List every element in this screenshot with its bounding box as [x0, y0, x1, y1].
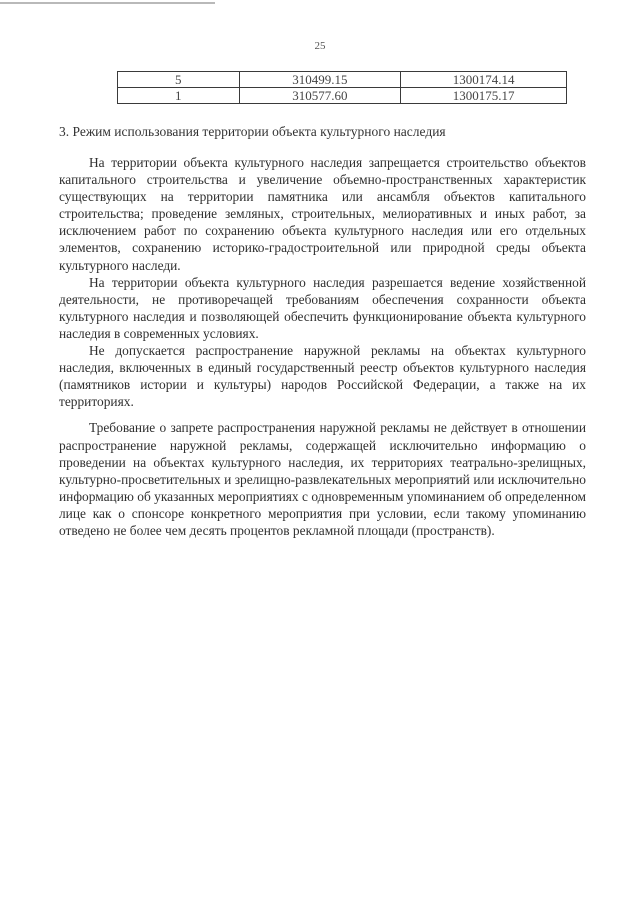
paragraph: Не допускается распространение наружной рекламы на объектах культурного наследия, включенных в единый государственный реестр объектов культурного наследия (памятников истории и культуры) народов Российской Федерации, а также на их территориях. [59, 343, 586, 410]
paragraph: Требование о запрете распространения наружной рекламы не действует в отношении распространение наружной рекламы, содержащей исключительно информацию о проведении на объектах культурного наследия, их территориях театрально-зрелищных, культурно-просветительных и зрелищно-развлекательных мероприятий или исключительно информацию об указанных мероприятиях с одновременным упоминанием об определенном лице как о спонсоре конкретного мероприятия при условии, если такому упоминанию отведено не более чем десять процентов рекламной площади (пространств). [59, 420, 586, 538]
scan-edge-line [0, 2, 215, 4]
table-cell-x: 310499.15 [239, 72, 401, 88]
section-body [59, 154, 586, 539]
table-row [118, 72, 567, 88]
table-row [118, 88, 567, 104]
page-number: 25 [314, 40, 326, 52]
paragraph: На территории объекта культурного наследия разрешается ведение хозяйственной деятельности, не противоречащей требованиям обеспечения сохранности объекта культурного наследия и позволяющей обеспечить функционирование объекта культурного наследия в современных условиях. [59, 274, 586, 341]
table-cell-y: 1300174.14 [401, 72, 567, 88]
table-cell-point-number: 1 [118, 88, 240, 104]
table-cell-x: 310577.60 [239, 88, 401, 104]
coordinates-table [117, 71, 567, 104]
section-heading: 3. Режим использования территории объекта культурного наследия [59, 124, 446, 139]
table-cell-point-number: 5 [118, 72, 240, 88]
table-cell-y: 1300175.17 [401, 88, 567, 104]
paragraph: На территории объекта культурного наследия запрещается строительство объектов капитального строительства и увеличение объемно-пространственных характеристик существующих на территории памятника или ансамбля объектов капитального строительства; проведение земляных, строительных, мелиоративных и иных работ, за исключением работ по сохранению объекта культурного наследия или его отдельных элементов, сохранению историко-градостроительной или природной среды объекта культурного наследи. [59, 155, 586, 273]
